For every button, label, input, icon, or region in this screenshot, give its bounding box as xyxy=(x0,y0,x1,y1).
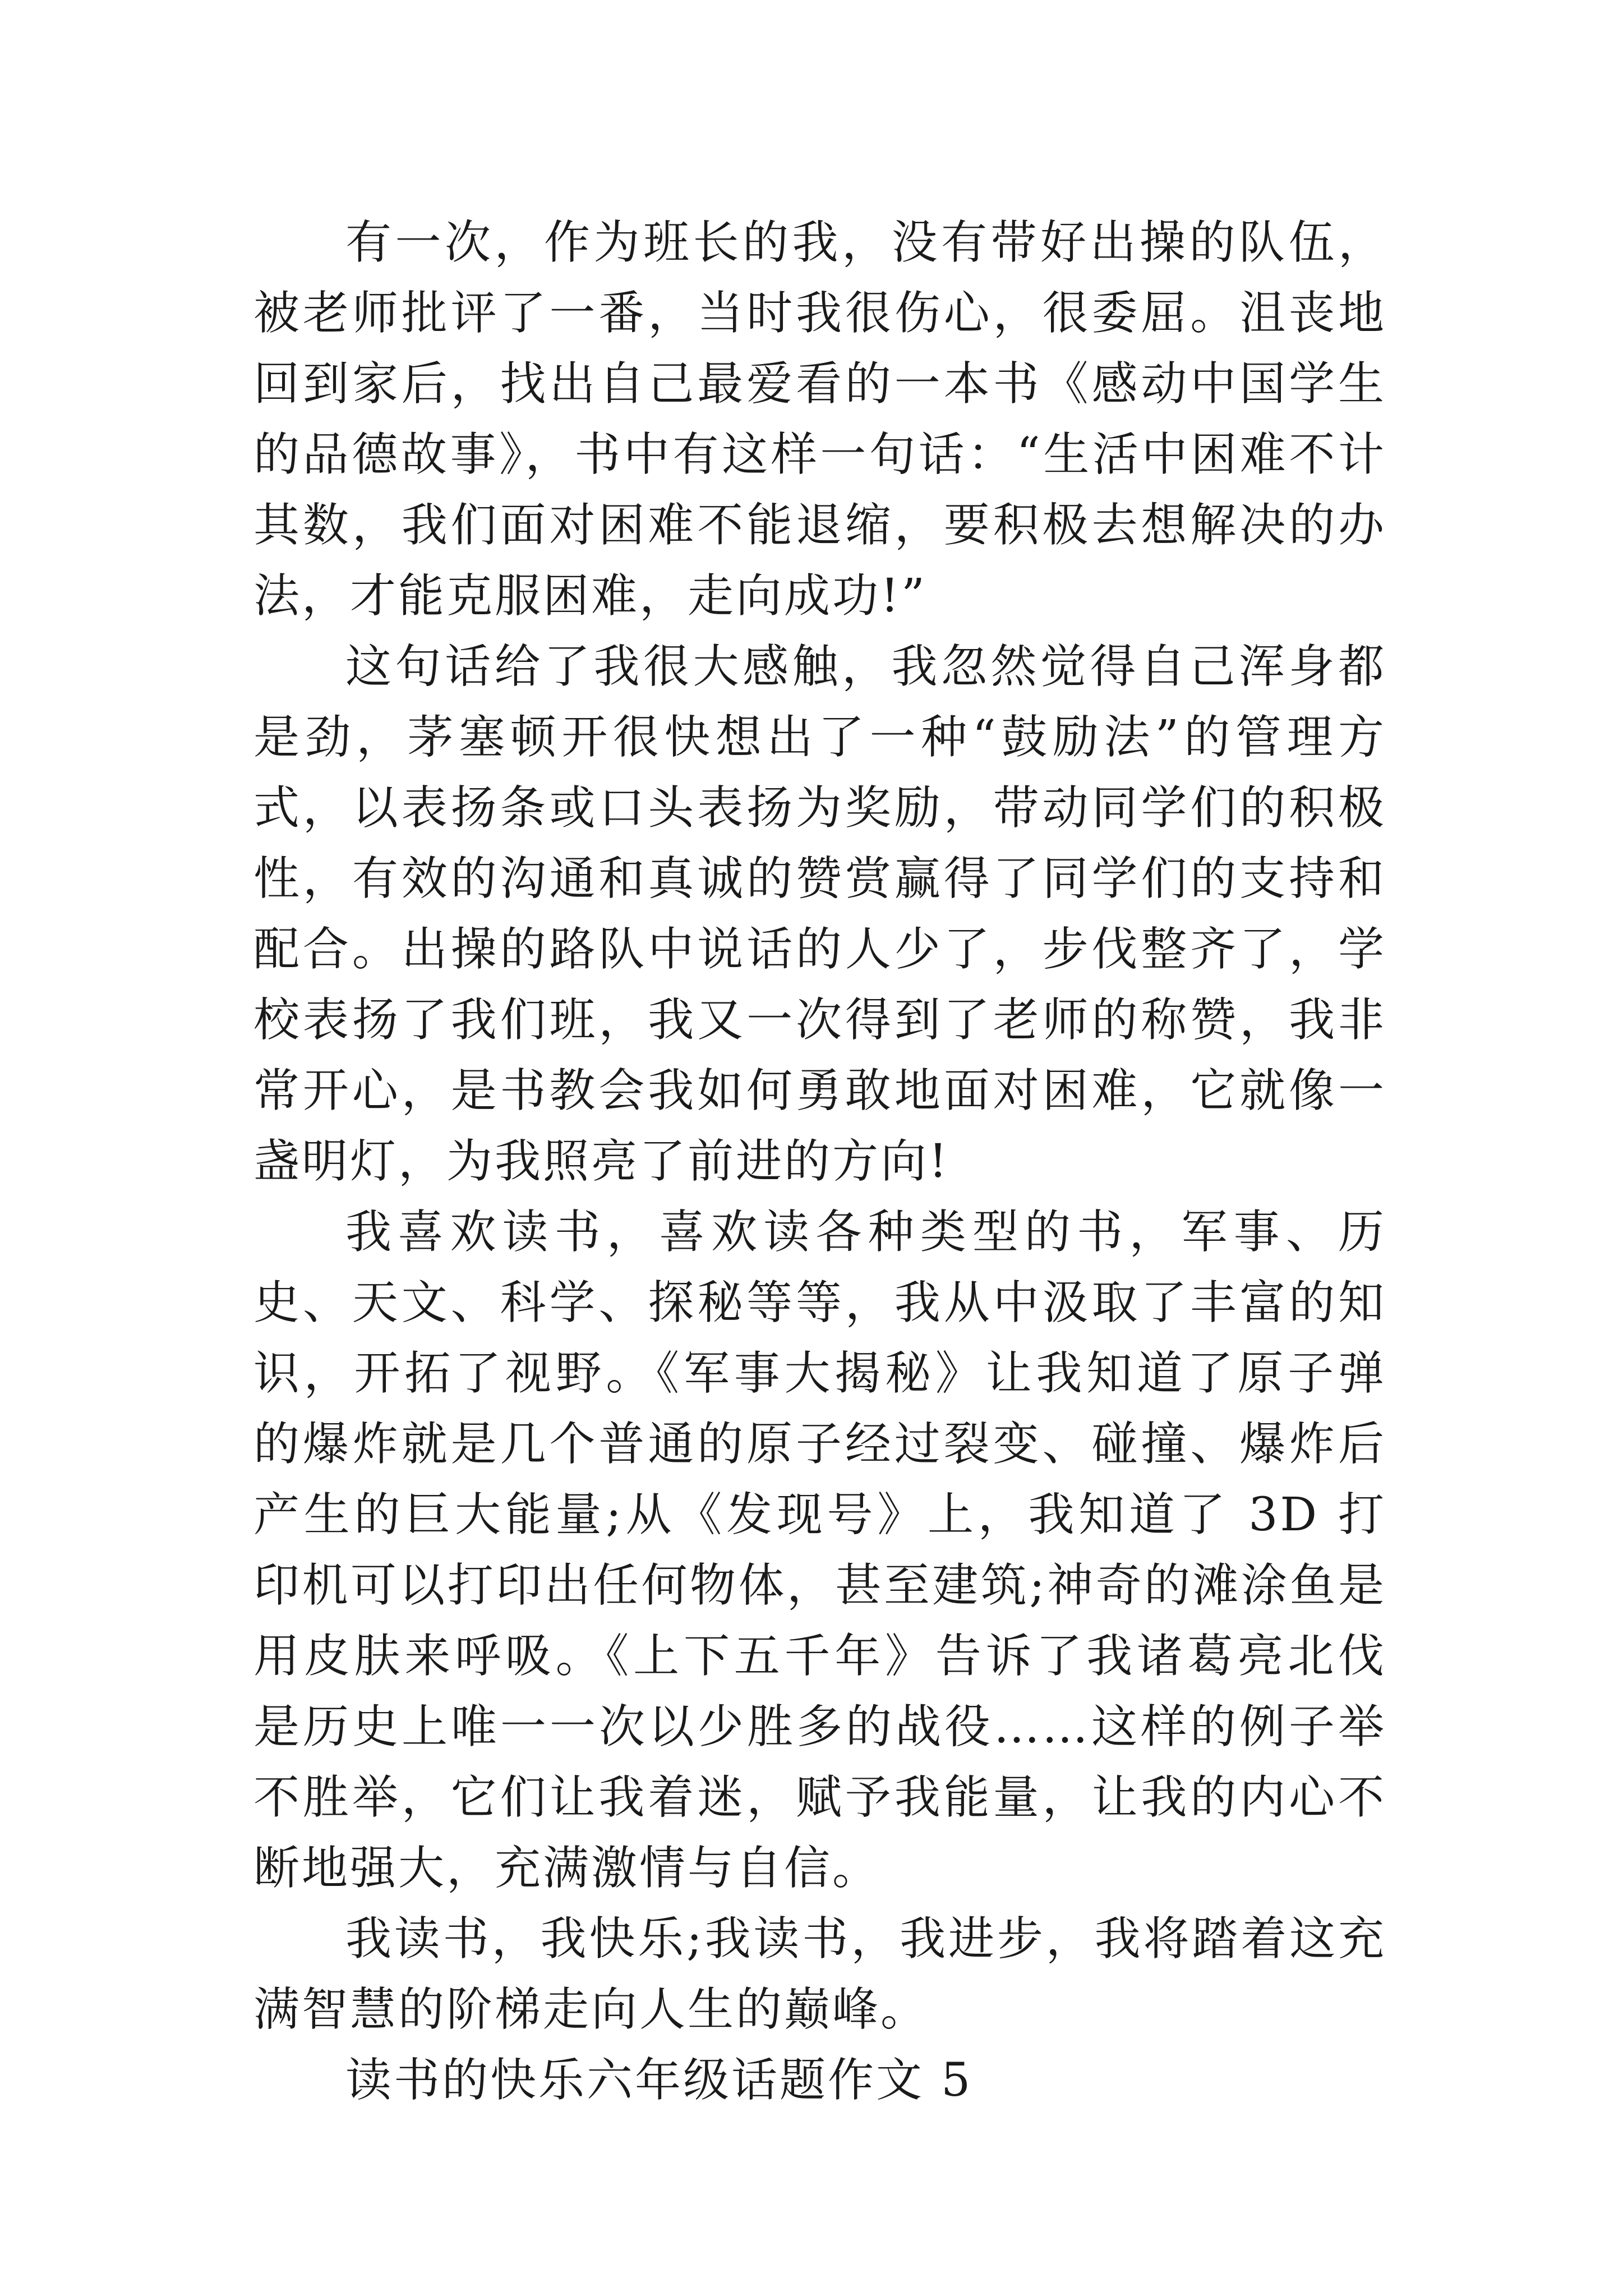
next-essay-title: 读书的快乐六年级话题作文 5 xyxy=(345,2054,973,2107)
paragraph-3: 我喜欢读书，喜欢读各种类型的书，军事、历史、天文、科学、探秘等等，我从中汲取了丰富的知识，开拓了视野。《军事大揭秘》让我知道了原子弹的爆炸就是几个普通的原子经过裂变、碰撞、爆炸后产生的巨大能量;从《发现号》上，我知道了 3D 打印机可以打印出任何物体，甚至建筑;神奇的滩涂鱼是用皮肤来呼吸。《上下五千年》告诉了我诸葛亮北伐是历史上唯一一次以少胜多的战役……这样的例子举不胜举，它们让我着迷，赋予我能量，让我的内心不断地强大，充满激情与自信。 xyxy=(253,1205,1386,1895)
paragraph-1: 有一次，作为班长的我，没有带好出操的队伍，被老师批评了一番，当时我很伤心，很委屈。沮丧地回到家后，找出自己最爱看的一本书《感动中国学生的品德故事》，书中有这样一句话：“生活中困难不计其数，我们面对困难不能退缩，要积极去想解决的办法，才能克服困难，走向成功!” xyxy=(253,216,1386,623)
paragraph-4: 我读书，我快乐;我读书，我进步，我将踏着这充满智慧的阶梯走向人生的巅峰。 xyxy=(253,1912,1386,2036)
paragraph-2: 这句话给了我很大感触，我忽然觉得自己浑身都是劲，茅塞顿开很快想出了一种“鼓励法”的管理方式，以表扬条或口头表扬为奖励，带动同学们的积极性，有效的沟通和真诚的赞赏赢得了同学们的支持和配合。出操的路队中说话的人少了，步伐整齐了，学校表扬了我们班，我又一次得到了老师的称赞，我非常开心，是书教会我如何勇敢地面对困难，它就像一盏明灯，为我照亮了前进的方向! xyxy=(253,640,1386,1188)
document-body xyxy=(253,208,1386,2116)
